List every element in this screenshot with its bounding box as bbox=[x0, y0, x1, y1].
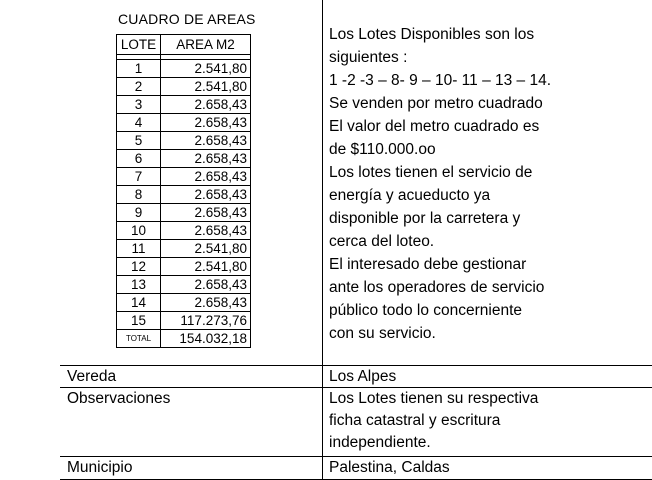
lote-area: 2.541,80 bbox=[161, 78, 251, 96]
areas-row bbox=[117, 186, 251, 204]
description-line: disponible por la carretera y bbox=[329, 210, 521, 227]
total-area: 154.032,18 bbox=[161, 330, 251, 348]
lote-area: 2.541,80 bbox=[161, 240, 251, 258]
observaciones-label: Observaciones bbox=[67, 390, 171, 407]
areas-row bbox=[117, 276, 251, 294]
description-line: siguientes : bbox=[329, 49, 408, 66]
municipio-label: Municipio bbox=[67, 459, 133, 476]
areas-table bbox=[116, 34, 251, 348]
vereda-label: Vereda bbox=[67, 368, 117, 385]
lote-number: 3 bbox=[117, 96, 161, 114]
lote-area: 2.658,43 bbox=[161, 204, 251, 222]
lote-number: 7 bbox=[117, 168, 161, 186]
lote-number: 2 bbox=[117, 78, 161, 96]
areas-total-row bbox=[117, 330, 251, 348]
lote-number: 14 bbox=[117, 294, 161, 312]
lote-area: 2.658,43 bbox=[161, 150, 251, 168]
description-line: Se venden por metro cuadrado bbox=[329, 95, 543, 112]
observaciones-value bbox=[329, 388, 538, 454]
areas-row bbox=[117, 150, 251, 168]
lote-number: 12 bbox=[117, 258, 161, 276]
total-label: TOTAL bbox=[117, 330, 161, 348]
lote-number: 13 bbox=[117, 276, 161, 294]
lote-number: 6 bbox=[117, 150, 161, 168]
areas-row bbox=[117, 78, 251, 96]
areas-row bbox=[117, 168, 251, 186]
column-divider bbox=[322, 0, 323, 480]
description-line: Los Lotes Disponibles son los bbox=[329, 26, 535, 43]
lote-area: 2.658,43 bbox=[161, 132, 251, 150]
areas-row bbox=[117, 114, 251, 132]
areas-row bbox=[117, 258, 251, 276]
lote-number: 15 bbox=[117, 312, 161, 330]
lote-area: 2.658,43 bbox=[161, 294, 251, 312]
lote-area: 2.658,43 bbox=[161, 168, 251, 186]
description-line: público todo lo concerniente bbox=[329, 302, 523, 319]
areas-row bbox=[117, 294, 251, 312]
observaciones-line: Los Lotes tienen su respectiva bbox=[329, 390, 539, 407]
lote-area: 2.658,43 bbox=[161, 114, 251, 132]
lote-area: 2.541,80 bbox=[161, 60, 251, 78]
description-line: ante los operadores de servicio bbox=[329, 279, 545, 296]
lote-number: 8 bbox=[117, 186, 161, 204]
areas-row bbox=[117, 132, 251, 150]
lote-number: 10 bbox=[117, 222, 161, 240]
municipio-value: Palestina, Caldas bbox=[329, 459, 450, 476]
description-line: Los lotes tienen el servicio de bbox=[329, 164, 533, 181]
description-line: 1 -2 -3 – 8- 9 – 10- 11 – 13 – 14. bbox=[329, 72, 552, 89]
description-line: con su servicio. bbox=[329, 325, 436, 342]
areas-header-row bbox=[117, 35, 251, 55]
description-line: El interesado debe gestionar bbox=[329, 256, 527, 273]
lote-number: 5 bbox=[117, 132, 161, 150]
observaciones-line: ficha catastral y escritura bbox=[329, 412, 501, 429]
lote-area: 2.658,43 bbox=[161, 276, 251, 294]
vereda-value: Los Alpes bbox=[329, 368, 397, 385]
areas-row bbox=[117, 312, 251, 330]
lote-area: 117.273,76 bbox=[161, 312, 251, 330]
areas-row bbox=[117, 96, 251, 114]
areas-table-title: CUADRO DE AREAS bbox=[118, 11, 256, 27]
lote-number: 1 bbox=[117, 60, 161, 78]
areas-row bbox=[117, 240, 251, 258]
description-line: El valor del metro cuadrado es bbox=[329, 118, 540, 135]
areas-row bbox=[117, 222, 251, 240]
description-line: cerca del loteo. bbox=[329, 233, 435, 250]
observaciones-line: independiente. bbox=[329, 434, 431, 451]
areas-row bbox=[117, 204, 251, 222]
lote-area: 2.658,43 bbox=[161, 222, 251, 240]
description-line: de $110.000.oo bbox=[329, 141, 436, 158]
areas-row bbox=[117, 60, 251, 78]
lote-number: 11 bbox=[117, 240, 161, 258]
lote-area: 2.658,43 bbox=[161, 96, 251, 114]
lots-description bbox=[329, 23, 647, 345]
lote-number: 4 bbox=[117, 114, 161, 132]
header-lote: LOTE bbox=[117, 35, 161, 55]
description-line: energía y acueducto ya bbox=[329, 187, 491, 204]
header-area: AREA M2 bbox=[161, 35, 251, 55]
lote-number: 9 bbox=[117, 204, 161, 222]
lote-area: 2.541,80 bbox=[161, 258, 251, 276]
lote-area: 2.658,43 bbox=[161, 186, 251, 204]
